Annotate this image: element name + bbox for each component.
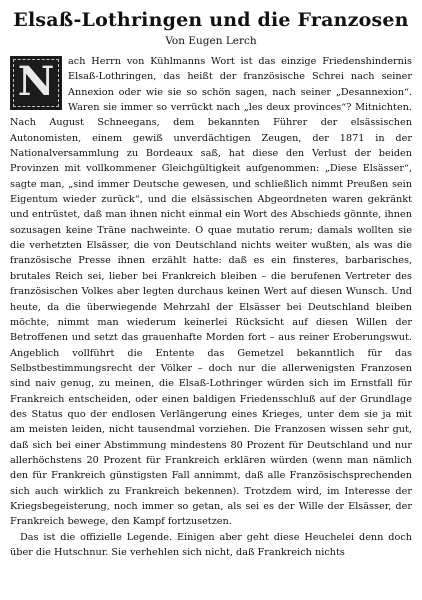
paragraph: ach Herrn von Kühlmanns Wort ist das einzige Friedenshindernis Elsaß-Lothringen, das heißt der französische Schrei nach seiner Annexion oder wie sie so schön sagen, nach seiner „Desannexion“. Waren sie immer so verrückt nach „les deux provinces“? Mitnichten. Nach August Schneegans, dem bekannten Führer der elsässischen Autonomisten, einem gewiß unverdächtigen Zeugen, der 1871 in der Nationalversammlung zu Bordeaux saß, hat diese den Verlust der beiden Provinzen mit vollkommener Gleichgültigkeit aufgenommen: „Diese Elsässer“, sagte man, „sind immer Deutsche gewesen, und schließlich nimmt Preußen sein Eigentum wieder zurück“, und die elsässischen Abgeordneten waren gekränkt und entrüstet, daß man ihnen nicht einmal ein Wort des Abschieds gönnte, ihnen sozusagen keine Träne nachweinte. O quae mutatio rerum; damals wollten sie die verhetzten Elsässer, die von Deutschland nichts weiter wußten, als was die französische Presse ihnen erzählt hatte: daß es ein finsteres, barbarisches, brutales Reich sei, lieber bei Frankreich bleiben – die berufenen Vertreter des französischen Volkes aber legten durchaus keinen Wert auf diesen Wunsch. Und heute, da die überwiegende Mehrzahl der Elsässer bei Deutschland bleiben möchte, nimmt man wiederum keinerlei Rücksicht auf diesen Willen der Betroffenen und setzt das grauenhafte Morden fort – aus reiner Eroberungswut. Angeblich vollführt die Entente das Gemetzel bekanntlich für das Selbstbestimmungsrecht der Völker – doch nur die allerwenigsten Franzosen sind naiv genug, zu meinen, die Elsaß-Lothringer würden sich im Ernstfall für Frankreich entscheiden, oder einen baldigen Friedensschluß auf der Grundlage des Status quo der endlosen Verlängerung eines Krieges, unter dem sie ja mit am meisten leiden, nicht tausendmal vorziehen. Die Franzosen wissen sehr gut, daß sich bei einer Abstimmung mindestens 80 Prozent für Deutschland und nur allerhöchstens 20 Prozent für Frankreich erklären würden (wenn man nämlich den für Frankreich günstigsten Fall annimmt, daß alle Französischsprechenden sich auch wirklich zu Frankreich bekennen). Trotzdem wird, im Interesse der Kriegsbegeisterung, noch immer so getan, als sei es der Wille der Elsässer, der Frankreich bewege, den Kampf fortzusetzen.: [10, 56, 412, 528]
ornamental-initial: [10, 56, 62, 110]
paragraph: Das ist die offizielle Legende. Einigen aber geht diese Heuchelei denn doch über die Hutschnur. Sie verhehlen sich nicht, daß Frankreich nichts: [10, 531, 412, 558]
article-title: Elsaß-Lothringen und die Franzosen: [13, 9, 409, 31]
initial-letter: N: [17, 58, 55, 105]
article-byline: Von Eugen Lerch: [165, 35, 257, 47]
article-body: [10, 54, 412, 560]
